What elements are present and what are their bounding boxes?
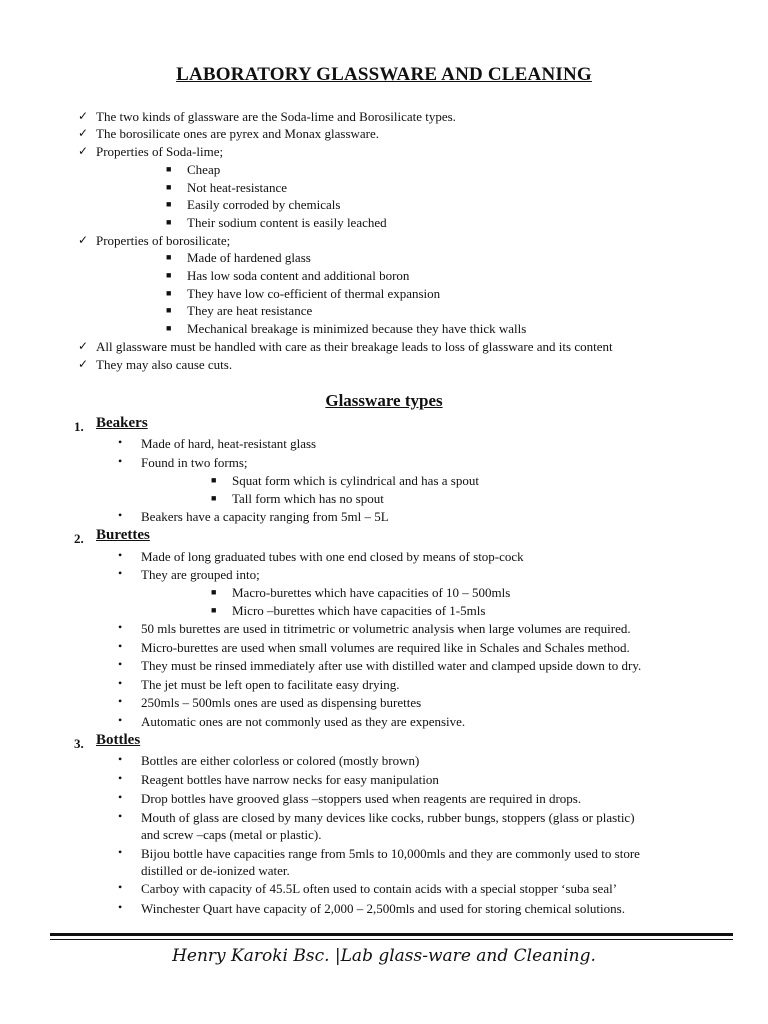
list-subitem: Tall form which has no spout xyxy=(232,491,384,506)
section-number: 3. xyxy=(74,736,84,751)
checkmark-icon: ✓ xyxy=(78,126,89,140)
square-bullet-icon: ■ xyxy=(166,305,172,315)
square-bullet-icon: ■ xyxy=(166,323,172,333)
checkmark-icon: ✓ xyxy=(78,339,89,353)
bullet-icon: • xyxy=(118,657,123,671)
bullet-icon: • xyxy=(118,548,123,562)
list-item: The jet must be left open to facilitate easy drying. xyxy=(141,677,400,692)
square-bullet-icon: ■ xyxy=(166,199,172,209)
list-item: Automatic ones are not commonly used as they are expensive. xyxy=(141,714,466,729)
intro-bullet: Properties of borosilicate; xyxy=(96,233,231,248)
bullet-icon: • xyxy=(118,676,123,690)
square-bullet-icon: ■ xyxy=(166,217,172,227)
list-item: Made of hard, heat-resistant glass xyxy=(141,436,317,451)
bullet-icon: • xyxy=(118,713,123,727)
bullet-icon: • xyxy=(118,752,123,766)
bullet-icon: • xyxy=(118,566,123,580)
list-item: Bottles are either colorless or colored (mostly brown) xyxy=(141,753,420,768)
soda-property: Cheap xyxy=(187,162,221,177)
square-bullet-icon: ■ xyxy=(211,475,217,485)
checkmark-icon: ✓ xyxy=(78,233,89,247)
bullet-icon: • xyxy=(118,771,123,785)
bullet-icon: • xyxy=(118,620,123,634)
list-item-continued: distilled or de-ionized water. xyxy=(141,863,290,878)
list-subitem: Squat form which is cylindrical and has a spout xyxy=(232,473,479,488)
list-item: Made of long graduated tubes with one end closed by means of stop-cock xyxy=(141,549,524,564)
intro-bullet: They may also cause cuts. xyxy=(96,357,233,372)
list-item: Reagent bottles have narrow necks for easy manipulation xyxy=(141,772,439,787)
soda-property: Their sodium content is easily leached xyxy=(187,215,387,230)
bullet-icon: • xyxy=(118,435,123,449)
bullet-icon: • xyxy=(118,900,123,914)
checkmark-icon: ✓ xyxy=(78,144,89,158)
bullet-icon: • xyxy=(118,639,123,653)
square-bullet-icon: ■ xyxy=(211,605,217,615)
intro-bullet: All glassware must be handled with care as their breakage leads to loss of glassware and its content xyxy=(96,339,613,354)
section-heading-beakers: Beakers xyxy=(96,415,148,431)
list-item: Found in two forms; xyxy=(141,455,248,470)
boro-property: They are heat resistance xyxy=(187,303,313,318)
boro-property: Mechanical breakage is minimized because they have thick walls xyxy=(187,321,527,336)
list-item: Winchester Quart have capacity of 2,000 – 2,500mls and used for storing chemical solutions. xyxy=(141,901,625,916)
section-heading-bottles: Bottles xyxy=(96,732,141,748)
square-bullet-icon: ■ xyxy=(211,493,217,503)
list-subitem: Macro-burettes which have capacities of 10 – 500mls xyxy=(232,585,511,600)
intro-bullet: Properties of Soda-lime; xyxy=(96,144,224,159)
soda-property: Easily corroded by chemicals xyxy=(187,197,341,212)
bullet-icon: • xyxy=(118,880,123,894)
checkmark-icon: ✓ xyxy=(78,109,89,123)
section-number: 2. xyxy=(74,531,84,546)
list-item: They must be rinsed immediately after use with distilled water and clamped upside down to dry. xyxy=(141,658,642,673)
list-item: Bijou bottle have capacities range from 5mls to 10,000mls and they are commonly used to store xyxy=(141,846,640,861)
section-heading-burettes: Burettes xyxy=(96,527,150,543)
square-bullet-icon: ■ xyxy=(211,587,217,597)
page-footer: Henry Karoki Bsc. |Lab glass-ware and Cleaning. xyxy=(172,946,596,966)
footer-rule xyxy=(50,933,733,936)
boro-property: They have low co-efficient of thermal expansion xyxy=(187,286,441,301)
boro-property: Made of hardened glass xyxy=(187,250,311,265)
list-item: Drop bottles have grooved glass –stoppers used when reagents are required in drops. xyxy=(141,791,582,806)
page-title: LABORATORY GLASSWARE AND CLEANING xyxy=(176,64,592,85)
bullet-icon: • xyxy=(118,809,123,823)
square-bullet-icon: ■ xyxy=(166,182,172,192)
bullet-icon: • xyxy=(118,790,123,804)
intro-bullet: The two kinds of glassware are the Soda-lime and Borosilicate types. xyxy=(96,109,456,124)
list-item: 50 mls burettes are used in titrimetric or volumetric analysis when large volumes are required. xyxy=(141,621,631,636)
list-item: Carboy with capacity of 45.5L often used to contain acids with a special stopper ‘suba seal’ xyxy=(141,881,618,896)
list-item-continued: and screw –caps (metal or plastic). xyxy=(141,827,322,842)
list-item: Beakers have a capacity ranging from 5ml – 5L xyxy=(141,509,389,524)
list-subitem: Micro –burettes which have capacities of 1-5mls xyxy=(232,603,486,618)
bullet-icon: • xyxy=(118,694,123,708)
bullet-icon: • xyxy=(118,508,123,522)
square-bullet-icon: ■ xyxy=(166,164,172,174)
bullet-icon: • xyxy=(118,845,123,859)
square-bullet-icon: ■ xyxy=(166,252,172,262)
list-item: They are grouped into; xyxy=(141,567,260,582)
checkmark-icon: ✓ xyxy=(78,357,89,371)
section-number: 1. xyxy=(74,419,84,434)
list-item: Mouth of glass are closed by many devices like cocks, rubber bungs, stoppers (glass or plastic) xyxy=(141,810,635,825)
square-bullet-icon: ■ xyxy=(166,270,172,280)
boro-property: Has low soda content and additional boron xyxy=(187,268,410,283)
list-item: Micro-burettes are used when small volumes are required like in Schales and Schales method. xyxy=(141,640,630,655)
section-subtitle: Glassware types xyxy=(325,391,443,410)
bullet-icon: • xyxy=(118,454,123,468)
list-item: 250mls – 500mls ones are used as dispensing burettes xyxy=(141,695,422,710)
footer-rule-thin xyxy=(50,939,733,940)
soda-property: Not heat-resistance xyxy=(187,180,287,195)
square-bullet-icon: ■ xyxy=(166,288,172,298)
intro-bullet: The borosilicate ones are pyrex and Monax glassware. xyxy=(96,126,380,141)
